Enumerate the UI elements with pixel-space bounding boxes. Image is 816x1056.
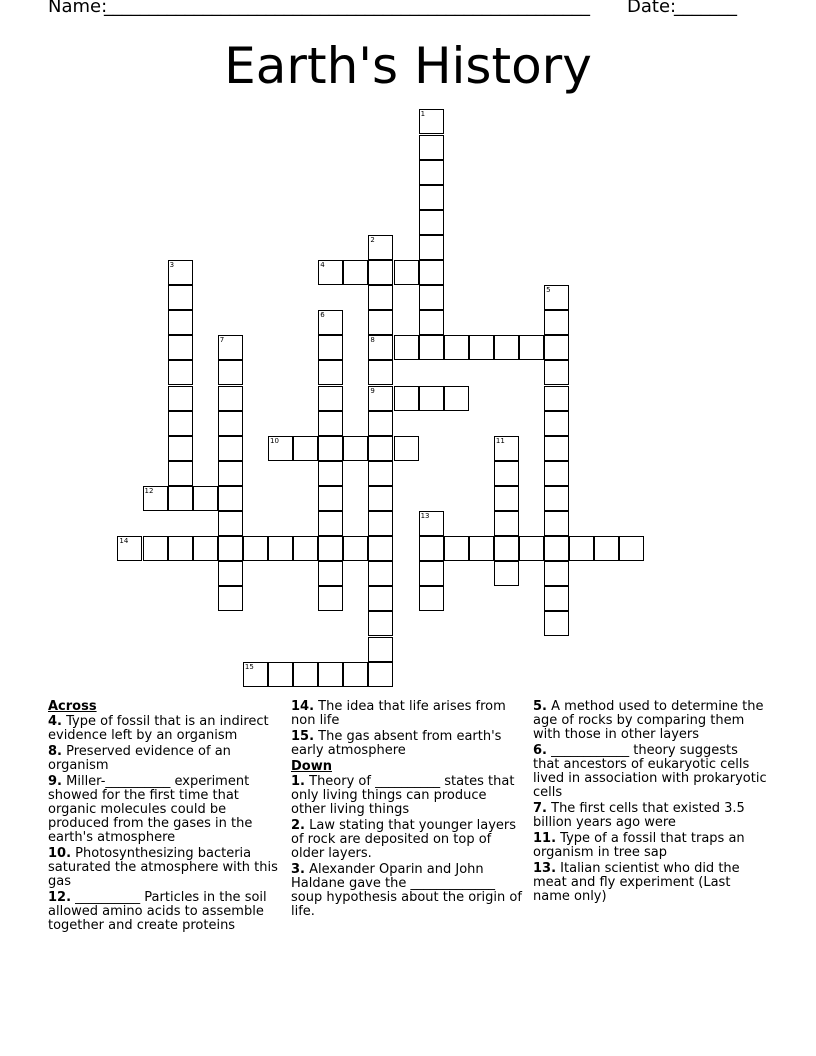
grid-cell[interactable] <box>318 536 343 561</box>
clue-number: 10 <box>270 436 279 445</box>
grid-cell[interactable] <box>368 611 393 636</box>
grid-cell[interactable] <box>218 486 243 511</box>
grid-cell[interactable] <box>218 586 243 611</box>
grid-cell[interactable] <box>419 235 444 260</box>
page-title: Earth's History <box>224 37 592 95</box>
grid-cell[interactable] <box>168 310 193 335</box>
grid-cell[interactable] <box>444 536 469 561</box>
clue-number: 5 <box>546 286 551 295</box>
clue-item-text: Alexander Oparin and John Haldane gave the _____________ soup hypothesis about the origin of life. <box>291 862 522 919</box>
grid-cell[interactable] <box>419 210 444 235</box>
clue-number: 3 <box>169 261 175 269</box>
clue-number: 6 <box>320 311 325 320</box>
grid-cell[interactable] <box>494 335 519 360</box>
grid-cell[interactable] <box>168 536 193 561</box>
grid-cell[interactable] <box>544 335 569 360</box>
grid-cell[interactable] <box>318 486 343 511</box>
grid-cell[interactable] <box>444 335 469 360</box>
grid-cell[interactable] <box>394 260 419 285</box>
name-label: Name: <box>48 0 108 17</box>
grid-cell[interactable] <box>318 386 343 411</box>
grid-cell[interactable] <box>368 586 393 611</box>
clue-number: 9 <box>370 386 375 395</box>
grid-cell[interactable] <box>318 561 343 586</box>
grid-cell[interactable] <box>318 662 343 687</box>
grid-cell[interactable] <box>368 511 393 536</box>
grid-cell[interactable] <box>544 561 569 586</box>
clue-number: 15 <box>244 662 254 671</box>
grid-cell[interactable] <box>318 335 343 360</box>
clue-item-number: 9. <box>48 774 62 789</box>
clue-item-text: Type of fossil that is an indirect evidence left by an organism <box>48 714 269 743</box>
grid-cell[interactable] <box>544 486 569 511</box>
grid-cell[interactable] <box>419 285 444 310</box>
grid-cell[interactable] <box>368 561 393 586</box>
clue-item <box>533 832 768 860</box>
grid-cell[interactable] <box>419 185 444 210</box>
grid-cell[interactable] <box>419 536 444 561</box>
grid-cell[interactable] <box>494 461 519 486</box>
grid-cell[interactable] <box>168 360 193 385</box>
grid-cell[interactable] <box>368 486 393 511</box>
grid-cell[interactable] <box>168 285 193 310</box>
clue-item <box>533 744 768 800</box>
grid-cell[interactable] <box>394 436 419 461</box>
clue-item-number: 7. <box>533 801 547 816</box>
clue-number: 11 <box>495 436 505 445</box>
grid-cell[interactable] <box>168 386 193 411</box>
grid-cell[interactable] <box>218 536 243 561</box>
grid-cell[interactable] <box>419 335 444 360</box>
grid-cell[interactable] <box>293 662 318 687</box>
clue-item-number: 13. <box>533 861 557 876</box>
name-field[interactable]: ______________________________________________________ <box>104 0 590 17</box>
clue-number: 14 <box>119 537 129 546</box>
clue-item <box>48 745 280 773</box>
grid-cell[interactable] <box>494 536 519 561</box>
grid-cell[interactable] <box>318 411 343 436</box>
grid-cell[interactable] <box>519 536 544 561</box>
clue-item-number: 8. <box>48 744 62 759</box>
grid-cell[interactable] <box>268 662 293 687</box>
clue-item-text: A method used to determine the age of rocks by comparing them with those in other layers <box>533 699 764 742</box>
clue-item-text: The idea that life arises from non life <box>291 699 506 728</box>
grid-cell[interactable] <box>368 436 393 461</box>
clue-item-text: Miller-__________ experiment showed for the first time that organic molecules could be produced from the gases in the earth's atmosphere <box>48 774 253 845</box>
grid-cell[interactable] <box>419 135 444 160</box>
clue-item <box>48 891 280 933</box>
clue-item-number: 2. <box>291 818 305 833</box>
grid-cell[interactable] <box>368 411 393 436</box>
down-heading: Down <box>291 759 332 774</box>
clue-item <box>533 700 768 742</box>
clue-item <box>48 775 280 845</box>
clue-number: 2 <box>370 235 375 244</box>
grid-cell[interactable] <box>544 511 569 536</box>
clue-number: 7 <box>219 336 225 345</box>
clue-item <box>291 819 523 861</box>
grid-cell[interactable] <box>368 637 393 662</box>
grid-cell[interactable] <box>544 411 569 436</box>
grid-cell[interactable] <box>218 436 243 461</box>
grid-cell[interactable] <box>419 260 444 285</box>
clue-item <box>291 775 523 817</box>
grid-cell[interactable] <box>318 511 343 536</box>
clue-item <box>291 730 523 758</box>
grid-cell[interactable] <box>394 386 419 411</box>
grid-cell[interactable] <box>318 360 343 385</box>
grid-cell[interactable] <box>368 360 393 385</box>
grid-cell[interactable] <box>218 386 243 411</box>
clue-item <box>291 700 523 728</box>
clue-item-text: Law stating that younger layers of rock are deposited on top of older layers. <box>291 818 517 861</box>
grid-cell[interactable] <box>243 536 268 561</box>
grid-cell[interactable] <box>218 411 243 436</box>
clue-item-number: 6. <box>533 743 547 758</box>
clue-item-text: __________ Particles in the soil allowed amino acids to assemble together and create proteins <box>48 890 267 933</box>
clue-item-text: ____________ theory suggests that ancestors of eukaryotic cells lived in association with prokaryotic cells <box>533 743 767 800</box>
clue-item-number: 3. <box>291 862 305 877</box>
grid-cell[interactable] <box>544 611 569 636</box>
clue-item <box>533 802 768 830</box>
clue-item-number: 12. <box>48 890 72 905</box>
grid-cell[interactable] <box>193 486 218 511</box>
grid-cell[interactable] <box>368 536 393 561</box>
grid-cell[interactable] <box>268 536 293 561</box>
clue-item-number: 4. <box>48 714 62 729</box>
grid-cell[interactable] <box>368 310 393 335</box>
grid-cell[interactable] <box>544 586 569 611</box>
grid-cell[interactable] <box>619 536 644 561</box>
clue-item-text: Preserved evidence of an organism <box>48 744 231 773</box>
clue-item-text: The first cells that existed 3.5 billion years ago were <box>533 801 745 830</box>
grid-cell[interactable] <box>419 561 444 586</box>
clue-number: 13 <box>420 512 430 520</box>
grid-cell[interactable] <box>318 436 343 461</box>
date-label: Date: <box>627 0 677 17</box>
grid-cell[interactable] <box>469 536 494 561</box>
grid-cell[interactable] <box>218 461 243 486</box>
grid-cell[interactable] <box>368 461 393 486</box>
clue-item-text: Photosynthesizing bacteria saturated the atmosphere with this gas <box>48 846 278 889</box>
grid-cell[interactable] <box>168 486 193 511</box>
grid-cell[interactable] <box>293 436 318 461</box>
grid-cell[interactable] <box>193 536 218 561</box>
grid-cell[interactable] <box>318 461 343 486</box>
grid-cell[interactable] <box>494 511 519 536</box>
grid-cell[interactable] <box>419 586 444 611</box>
grid-cell[interactable] <box>544 310 569 335</box>
grid-cell[interactable] <box>469 335 494 360</box>
grid-cell[interactable] <box>368 285 393 310</box>
clue-item-number: 15. <box>291 729 315 744</box>
grid-cell[interactable] <box>544 436 569 461</box>
grid-cell[interactable] <box>519 335 544 360</box>
clue-item-number: 11. <box>533 831 557 846</box>
grid-cell[interactable] <box>168 436 193 461</box>
grid-cell[interactable] <box>419 160 444 185</box>
clue-number: 8 <box>370 336 375 345</box>
clue-item-text: Type of a fossil that traps an organism in tree sap <box>533 831 745 860</box>
clue-number: 12 <box>144 486 154 495</box>
grid-cell[interactable] <box>368 662 393 687</box>
grid-cell[interactable] <box>594 536 619 561</box>
clue-item-text: The gas absent from earth's early atmosphere <box>291 729 502 758</box>
grid-cell[interactable] <box>368 260 393 285</box>
clue-item-number: 14. <box>291 699 315 714</box>
clues-column-3 <box>533 700 768 906</box>
grid-cell[interactable] <box>544 360 569 385</box>
grid-cell[interactable] <box>544 536 569 561</box>
grid-cell[interactable] <box>168 411 193 436</box>
grid-cell[interactable] <box>343 536 368 561</box>
grid-cell[interactable] <box>293 536 318 561</box>
clue-number: 4 <box>320 261 325 269</box>
clue-item-text: Theory of __________ states that only living things can produce other living things <box>291 774 515 817</box>
grid-cell[interactable] <box>218 511 243 536</box>
clues-column-2 <box>291 700 523 921</box>
grid-cell[interactable] <box>343 662 368 687</box>
date-field[interactable]: _______ <box>674 0 737 17</box>
clue-item <box>48 715 280 743</box>
grid-cell[interactable] <box>544 461 569 486</box>
grid-cell[interactable] <box>168 461 193 486</box>
clue-item-number: 1. <box>291 774 305 789</box>
grid-cell[interactable] <box>343 436 368 461</box>
grid-cell[interactable] <box>343 260 368 285</box>
grid-cell[interactable] <box>218 561 243 586</box>
grid-cell[interactable] <box>419 310 444 335</box>
clue-item <box>533 862 768 904</box>
clue-item-number: 5. <box>533 699 547 714</box>
grid-cell[interactable] <box>419 386 444 411</box>
grid-cell[interactable] <box>218 360 243 385</box>
clue-number: 1 <box>420 110 426 119</box>
clues-column-1 <box>48 700 280 935</box>
grid-cell[interactable] <box>569 536 594 561</box>
clue-item-text: Italian scientist who did the meat and fly experiment (Last name only) <box>533 861 740 904</box>
grid-cell[interactable] <box>318 586 343 611</box>
grid-cell[interactable] <box>494 561 519 586</box>
grid-cell[interactable] <box>143 536 168 561</box>
grid-cell[interactable] <box>394 335 419 360</box>
clue-item <box>291 863 523 919</box>
grid-cell[interactable] <box>544 386 569 411</box>
grid-cell[interactable] <box>444 386 469 411</box>
grid-cell[interactable] <box>168 335 193 360</box>
across-heading: Across <box>48 699 97 714</box>
clue-item <box>48 847 280 889</box>
clue-item-number: 10. <box>48 846 72 861</box>
grid-cell[interactable] <box>494 486 519 511</box>
